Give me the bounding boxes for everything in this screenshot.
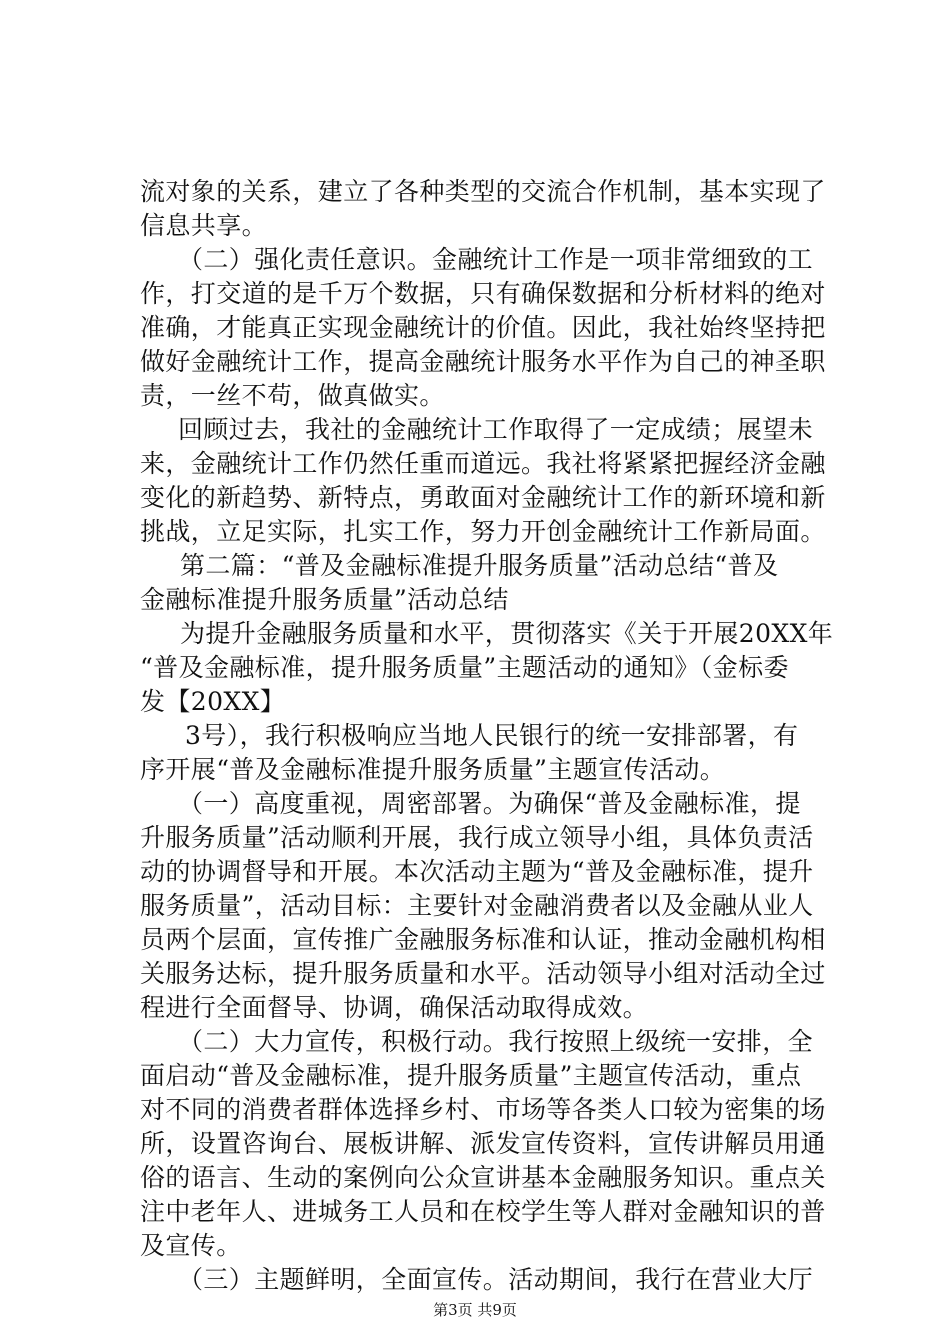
text-line: 对不同的消费者群体选择乡村、市场等各类人口较为密集的场 [140,1095,826,1124]
text-line: 注中老年人、进城务工人员和在校学生等人群对金融知识的普 [140,1197,826,1226]
text-line: 回顾过去，我社的金融统计工作取得了一定成绩；展望未 [178,415,814,444]
text-line: 责，一丝不苟，做真做实。 [140,381,445,410]
text-line: 准确，才能真正实现金融统计的价值。因此，我社始终坚持把 [140,313,826,342]
text-line: 来，金融统计工作仍然任重而道远。我社将紧紧把握经济金融 [140,449,826,478]
text-line: （二）大力宣传，积极行动。我行按照上级统一安排，全 [178,1027,814,1056]
section-heading-line: 金融标准提升服务质量”活动总结 [140,585,509,614]
text-line: 序开展“普及金融标准提升服务质量”主题宣传活动。 [140,755,726,784]
text-line: 员两个层面，宣传推广金融服务标准和认证，推动金融机构相 [140,925,826,954]
text-line: 3号），我行积极响应当地人民银行的统一安排部署，有 [185,721,799,750]
text-line: 作，打交道的是千万个数据，只有确保数据和分析材料的绝对 [140,279,826,308]
page-footer: 第3页 共9页 [433,1301,517,1319]
text-line: “普及金融标准，提升服务质量”主题活动的通知》（金标委 [140,653,789,682]
text-line: 服务质量”，活动目标：主要针对金融消费者以及金融从业人 [140,891,814,920]
text-line: 关服务达标，提升服务质量和水平。活动领导小组对活动全过 [140,959,826,988]
text-line: 面启动“普及金融标准，提升服务质量”主题宣传活动，重点 [140,1061,802,1090]
text-line: 发【20XX】 [140,687,286,716]
text-line: （一）高度重视，周密部署。为确保“普及金融标准，提 [178,789,801,818]
text-line: 俗的语言、生动的案例向公众宣讲基本金融服务知识。重点关 [140,1163,826,1192]
text-line: 所，设置咨询台、展板讲解、派发宣传资料，宣传讲解员用通 [140,1129,826,1158]
text-line: 信息共享。 [140,211,268,240]
text-line: 升服务质量”活动顺利开展，我行成立领导小组，具体负责活 [140,823,814,852]
text-line: 动的协调督导和开展。本次活动主题为“普及金融标准，提升 [140,857,814,886]
text-line: 流对象的关系，建立了各种类型的交流合作机制，基本实现了 [140,177,826,206]
text-line: （二）强化责任意识。金融统计工作是一项非常细致的工 [178,245,814,274]
text-line: 程进行全面督导、协调，确保活动取得成效。 [140,993,649,1022]
text-line: 做好金融统计工作，提高金融统计服务水平作为自己的神圣职 [140,347,826,376]
text-line: 挑战，立足实际，扎实工作，努力开创金融统计工作新局面。 [140,517,826,546]
text-line: 及宣传。 [140,1231,242,1260]
section-heading-line: 第二篇：“普及金融标准提升服务质量”活动总结“普及 [180,551,779,580]
text-line: 变化的新趋势、新特点，勇敢面对金融统计工作的新环境和新 [140,483,826,512]
text-line: 为提升金融服务质量和水平，贯彻落实《关于开展20XX年 [180,619,834,648]
text-line: （三）主题鲜明，全面宣传。活动期间，我行在营业大厅 [178,1265,814,1294]
